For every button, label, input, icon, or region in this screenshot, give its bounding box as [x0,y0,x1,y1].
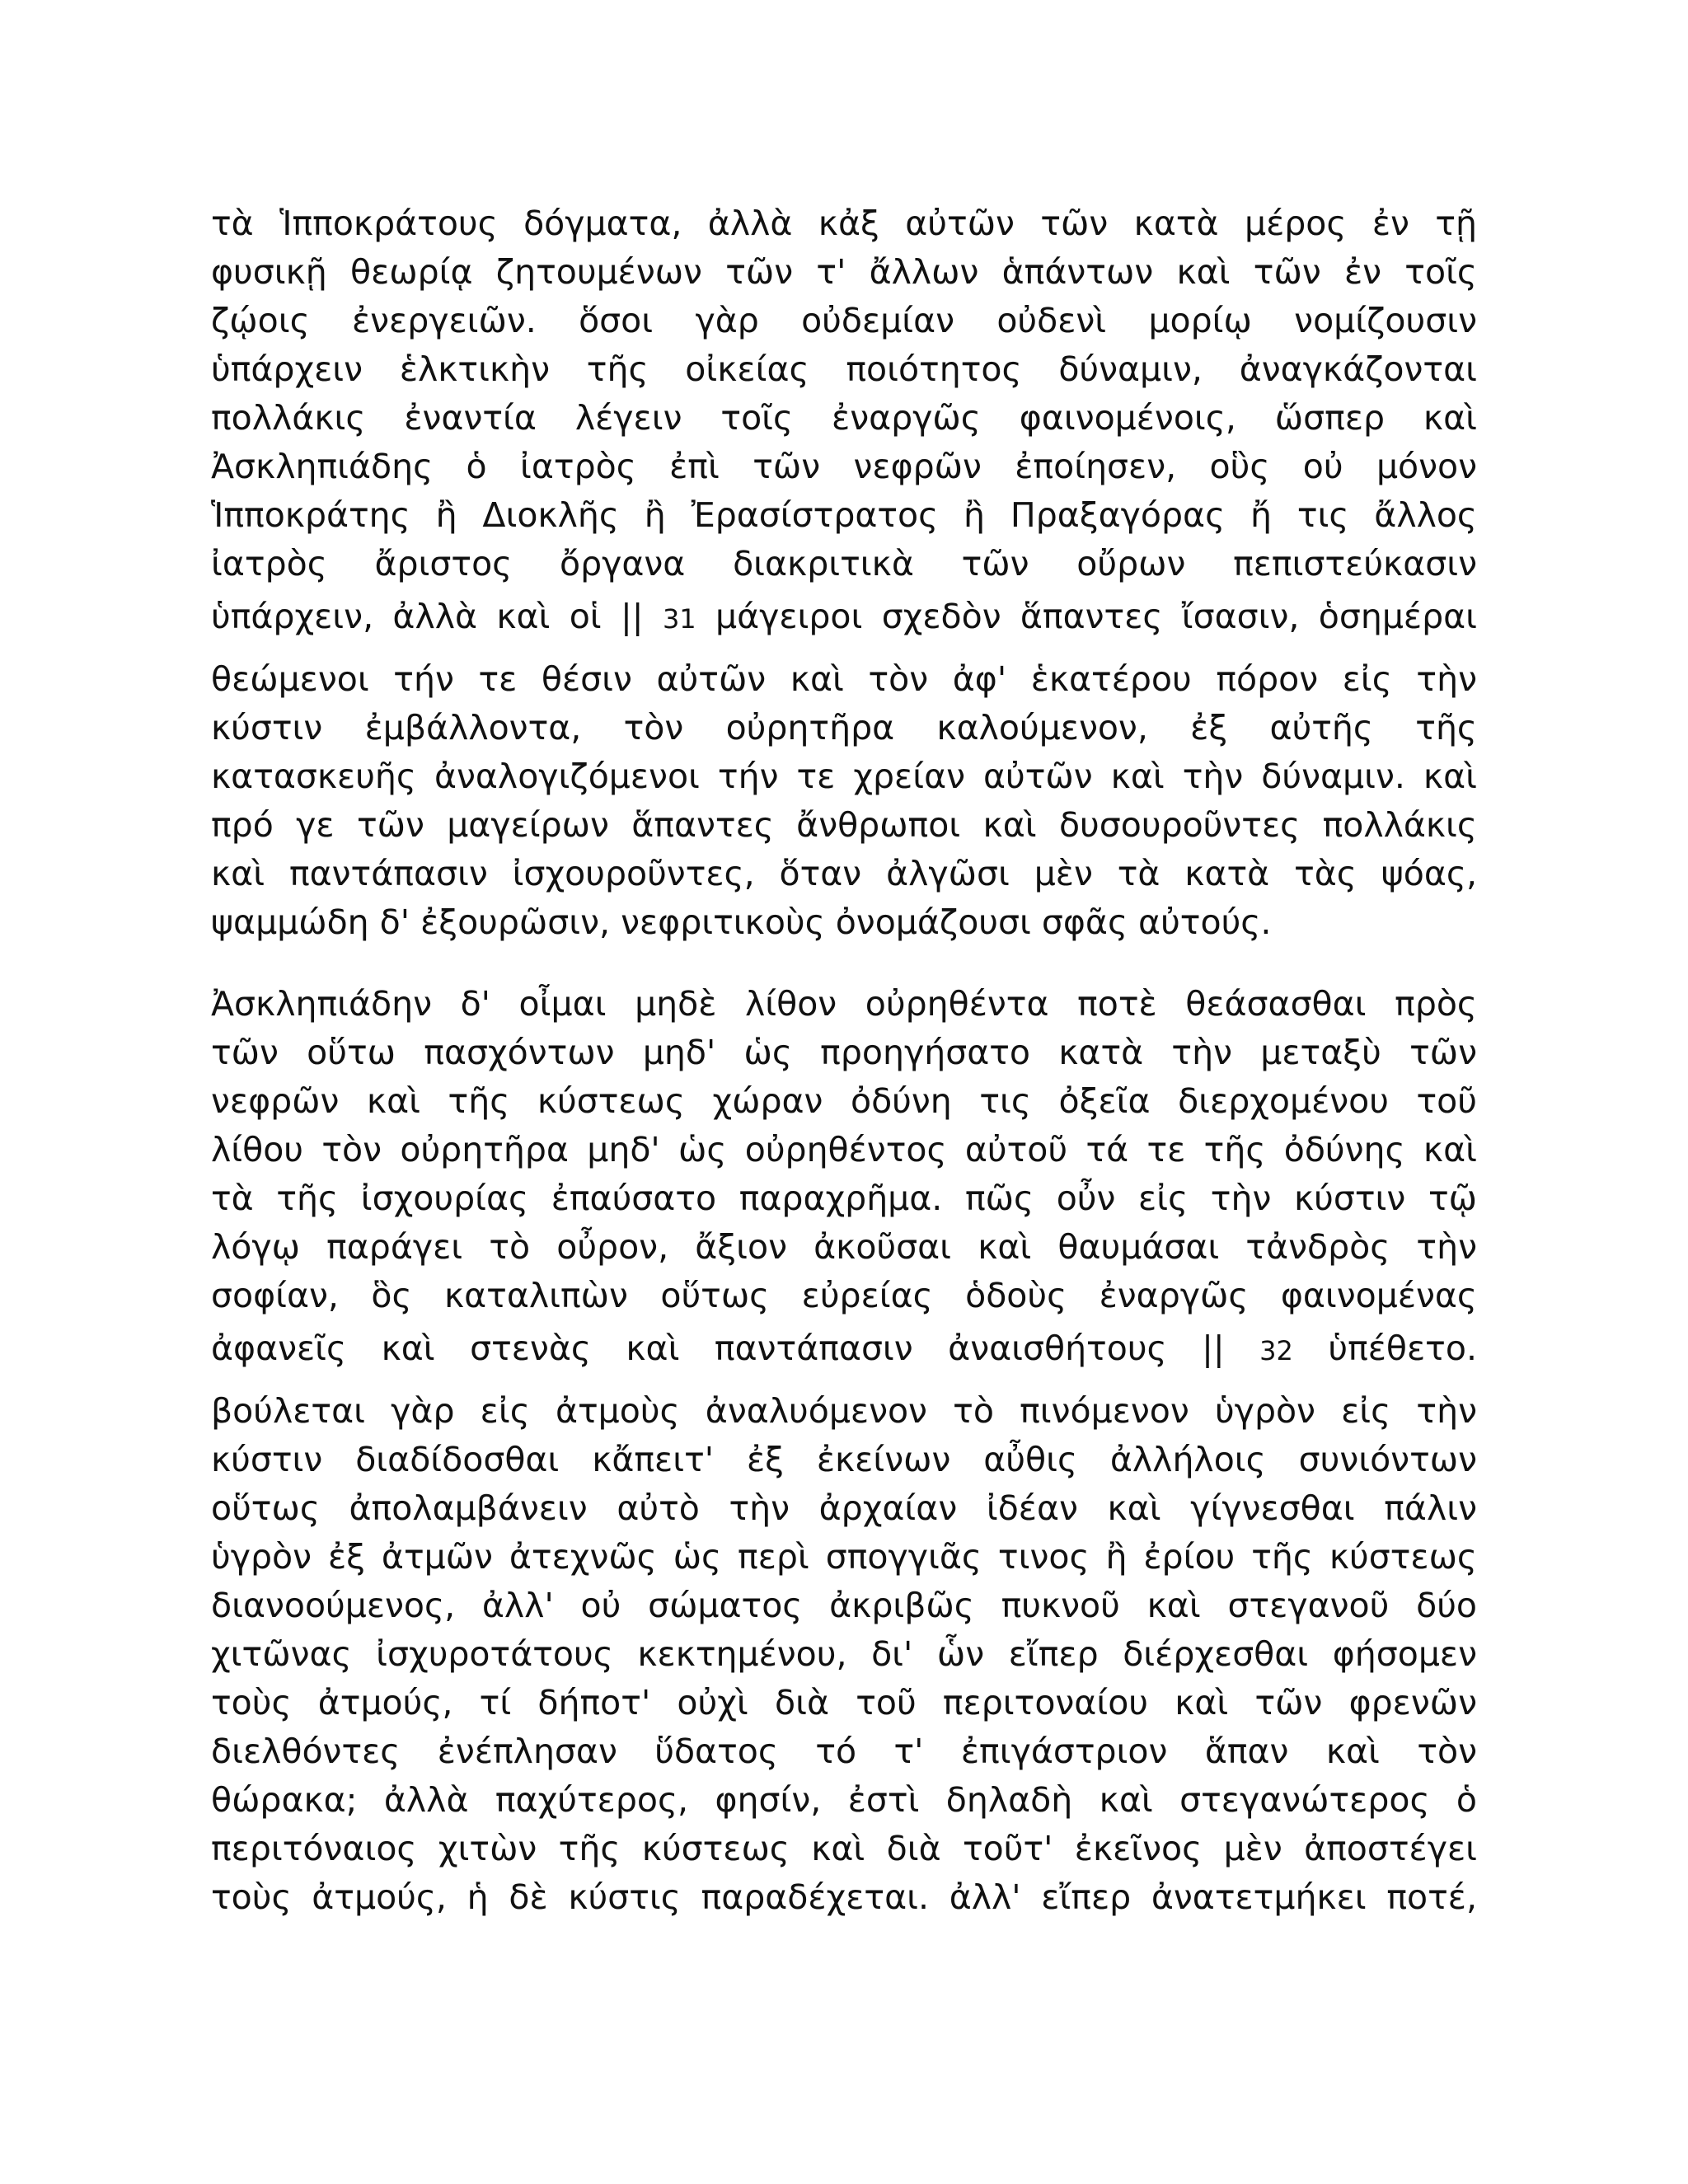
text-line: ὑπάρχειν ἑλκτικὴν τῆς οἰκείας ποιότητος δύναμιν, ἀναγκάζονται [211,349,1477,389]
text-line: τοὺς ἀτμούς, τί δήποτ' οὐχὶ διὰ τοῦ περιτοναίου καὶ τῶν φρενῶν [211,1683,1477,1722]
text-segment: μάγειροι σχεδὸν ἅπαντες ἴσασιν, ὁσημέραι [715,597,1477,636]
text-line: ἰατρὸς ἄριστος ὄργανα διακριτικὰ τῶν οὔρων πεπιστεύκασιν [211,544,1477,583]
text-line: πρό γε τῶν μαγείρων ἅπαντες ἄνθρωποι καὶ δυσουροῦντες πολλάκις [211,805,1477,845]
text-line: λόγῳ παράγει τὸ οὖρον, ἄξιον ἀκοῦσαι καὶ θαυμάσαι τἀνδρὸς τὴν [211,1227,1477,1267]
text-line: ψαμμώδη δ' ἐξουρῶσιν, νεφριτικοὺς ὀνομάζουσι σφᾶς αὐτούς. [211,902,1272,942]
text-line: κύστιν διαδίδοσθαι κἄπειτ' ἐξ ἐκείνων αὖθις ἀλλήλοις συνιόντων [211,1440,1477,1479]
text-line-with-page-break [211,1326,1477,1371]
page-number-marker: 31 [662,603,696,635]
text-line: λίθου τὸν οὐρητῆρα μηδ' ὡς οὐρηθέντος αὐτοῦ τά τε τῆς ὀδύνης καὶ [211,1130,1477,1169]
text-segment: ἀφανεῖς καὶ στενὰς καὶ παντάπασιν ἀναισθήτους || [211,1329,1225,1368]
text-line: καὶ παντάπασιν ἰσχουροῦντες, ὅταν ἀλγῶσι μὲν τὰ κατὰ τὰς ψόας, [211,854,1477,893]
text-line: διανοούμενος, ἀλλ' οὐ σώματος ἀκριβῶς πυκνοῦ καὶ στεγανοῦ δύο [211,1586,1477,1625]
text-line: τὰ τῆς ἰσχουρίας ἐπαύσατο παραχρῆμα. πῶς οὖν εἰς τὴν κύστιν τῷ [211,1179,1477,1218]
text-line: ὑγρὸν ἐξ ἀτμῶν ἀτεχνῶς ὡς περὶ σπογγιᾶς τινος ἢ ἐρίου τῆς κύστεως [211,1537,1477,1577]
text-line: τοὺς ἀτμούς, ἡ δὲ κύστις παραδέχεται. ἀλλ' εἴπερ ἀνατετμήκει ποτέ, [211,1877,1477,1917]
text-line: τὰ Ἱπποκράτους δόγματα, ἀλλὰ κἀξ αὐτῶν τῶν κατὰ μέρος ἐν τῇ [211,204,1477,243]
text-line: θεώμενοι τήν τε θέσιν αὐτῶν καὶ τὸν ἀφ' ἑκατέρου πόρον εἰς τὴν [211,659,1477,699]
page-number-marker: 32 [1259,1335,1293,1366]
text-line: τῶν οὕτω πασχόντων μηδ' ὡς προηγήσατο κατὰ τὴν μεταξὺ τῶν [211,1033,1477,1072]
text-line: κύστιν ἐμβάλλοντα, τὸν οὐρητῆρα καλούμενον, ἐξ αὐτῆς τῆς [211,708,1477,748]
text-segment: ὑπάρχειν, ἀλλὰ καὶ οἱ || [211,597,644,636]
text-line: Ἱπποκράτης ἢ Διοκλῆς ἢ Ἐρασίστρατος ἢ Πραξαγόρας ἤ τις ἄλλος [211,495,1477,535]
text-segment: ὑπέθετο. [1328,1329,1477,1368]
text-line: βούλεται γὰρ εἰς ἀτμοὺς ἀναλυόμενον τὸ πινόμενον ὑγρὸν εἰς τὴν [211,1391,1477,1431]
text-line: ζῴοις ἐνεργειῶν. ὅσοι γὰρ οὐδεμίαν οὐδενὶ μορίῳ νομίζουσιν [211,301,1477,340]
text-line: φυσικῇ θεωρίᾳ ζητουμένων τῶν τ' ἄλλων ἁπάντων καὶ τῶν ἐν τοῖς [211,252,1477,292]
text-line: οὕτως ἀπολαμβάνειν αὐτὸ τὴν ἀρχαίαν ἰδέαν καὶ γίγνεσθαι πάλιν [211,1488,1477,1528]
text-line: περιτόναιος χιτὼν τῆς κύστεως καὶ διὰ τοῦτ' ἐκεῖνος μὲν ἀποστέγει [211,1829,1477,1868]
text-line: Ἀσκληπιάδης ὁ ἰατρὸς ἐπὶ τῶν νεφρῶν ἐποίησεν, οὓς οὐ μόνον [211,447,1477,486]
text-line: πολλάκις ἐναντία λέγειν τοῖς ἐναργῶς φαινομένοις, ὥσπερ καὶ [211,398,1477,438]
text-line: σοφίαν, ὃς καταλιπὼν οὕτως εὐρείας ὁδοὺς ἐναργῶς φαινομένας [211,1276,1477,1315]
text-line: Ἀσκληπιάδην δ' οἶμαι μηδὲ λίθον οὐρηθέντα ποτὲ θεάσασθαι πρὸς [211,984,1477,1024]
text-line: χιτῶνας ἰσχυροτάτους κεκτημένου, δι' ὧν εἴπερ διέρχεσθαι φήσομεν [211,1634,1477,1674]
text-line: νεφρῶν καὶ τῆς κύστεως χώραν ὀδύνη τις ὀξεῖα διερχομένου τοῦ [211,1081,1477,1121]
text-line: θώρακα; ἀλλὰ παχύτερος, φησίν, ἐστὶ δηλαδὴ καὶ στεγανώτερος ὁ [211,1780,1477,1820]
text-line: κατασκευῆς ἀναλογιζόμενοι τήν τε χρείαν αὐτῶν καὶ τὴν δύναμιν. καὶ [211,757,1477,796]
text-line-with-page-break [211,594,1477,639]
text-line: διελθόντες ἐνέπλησαν ὕδατος τό τ' ἐπιγάστριον ἅπαν καὶ τὸν [211,1732,1477,1771]
